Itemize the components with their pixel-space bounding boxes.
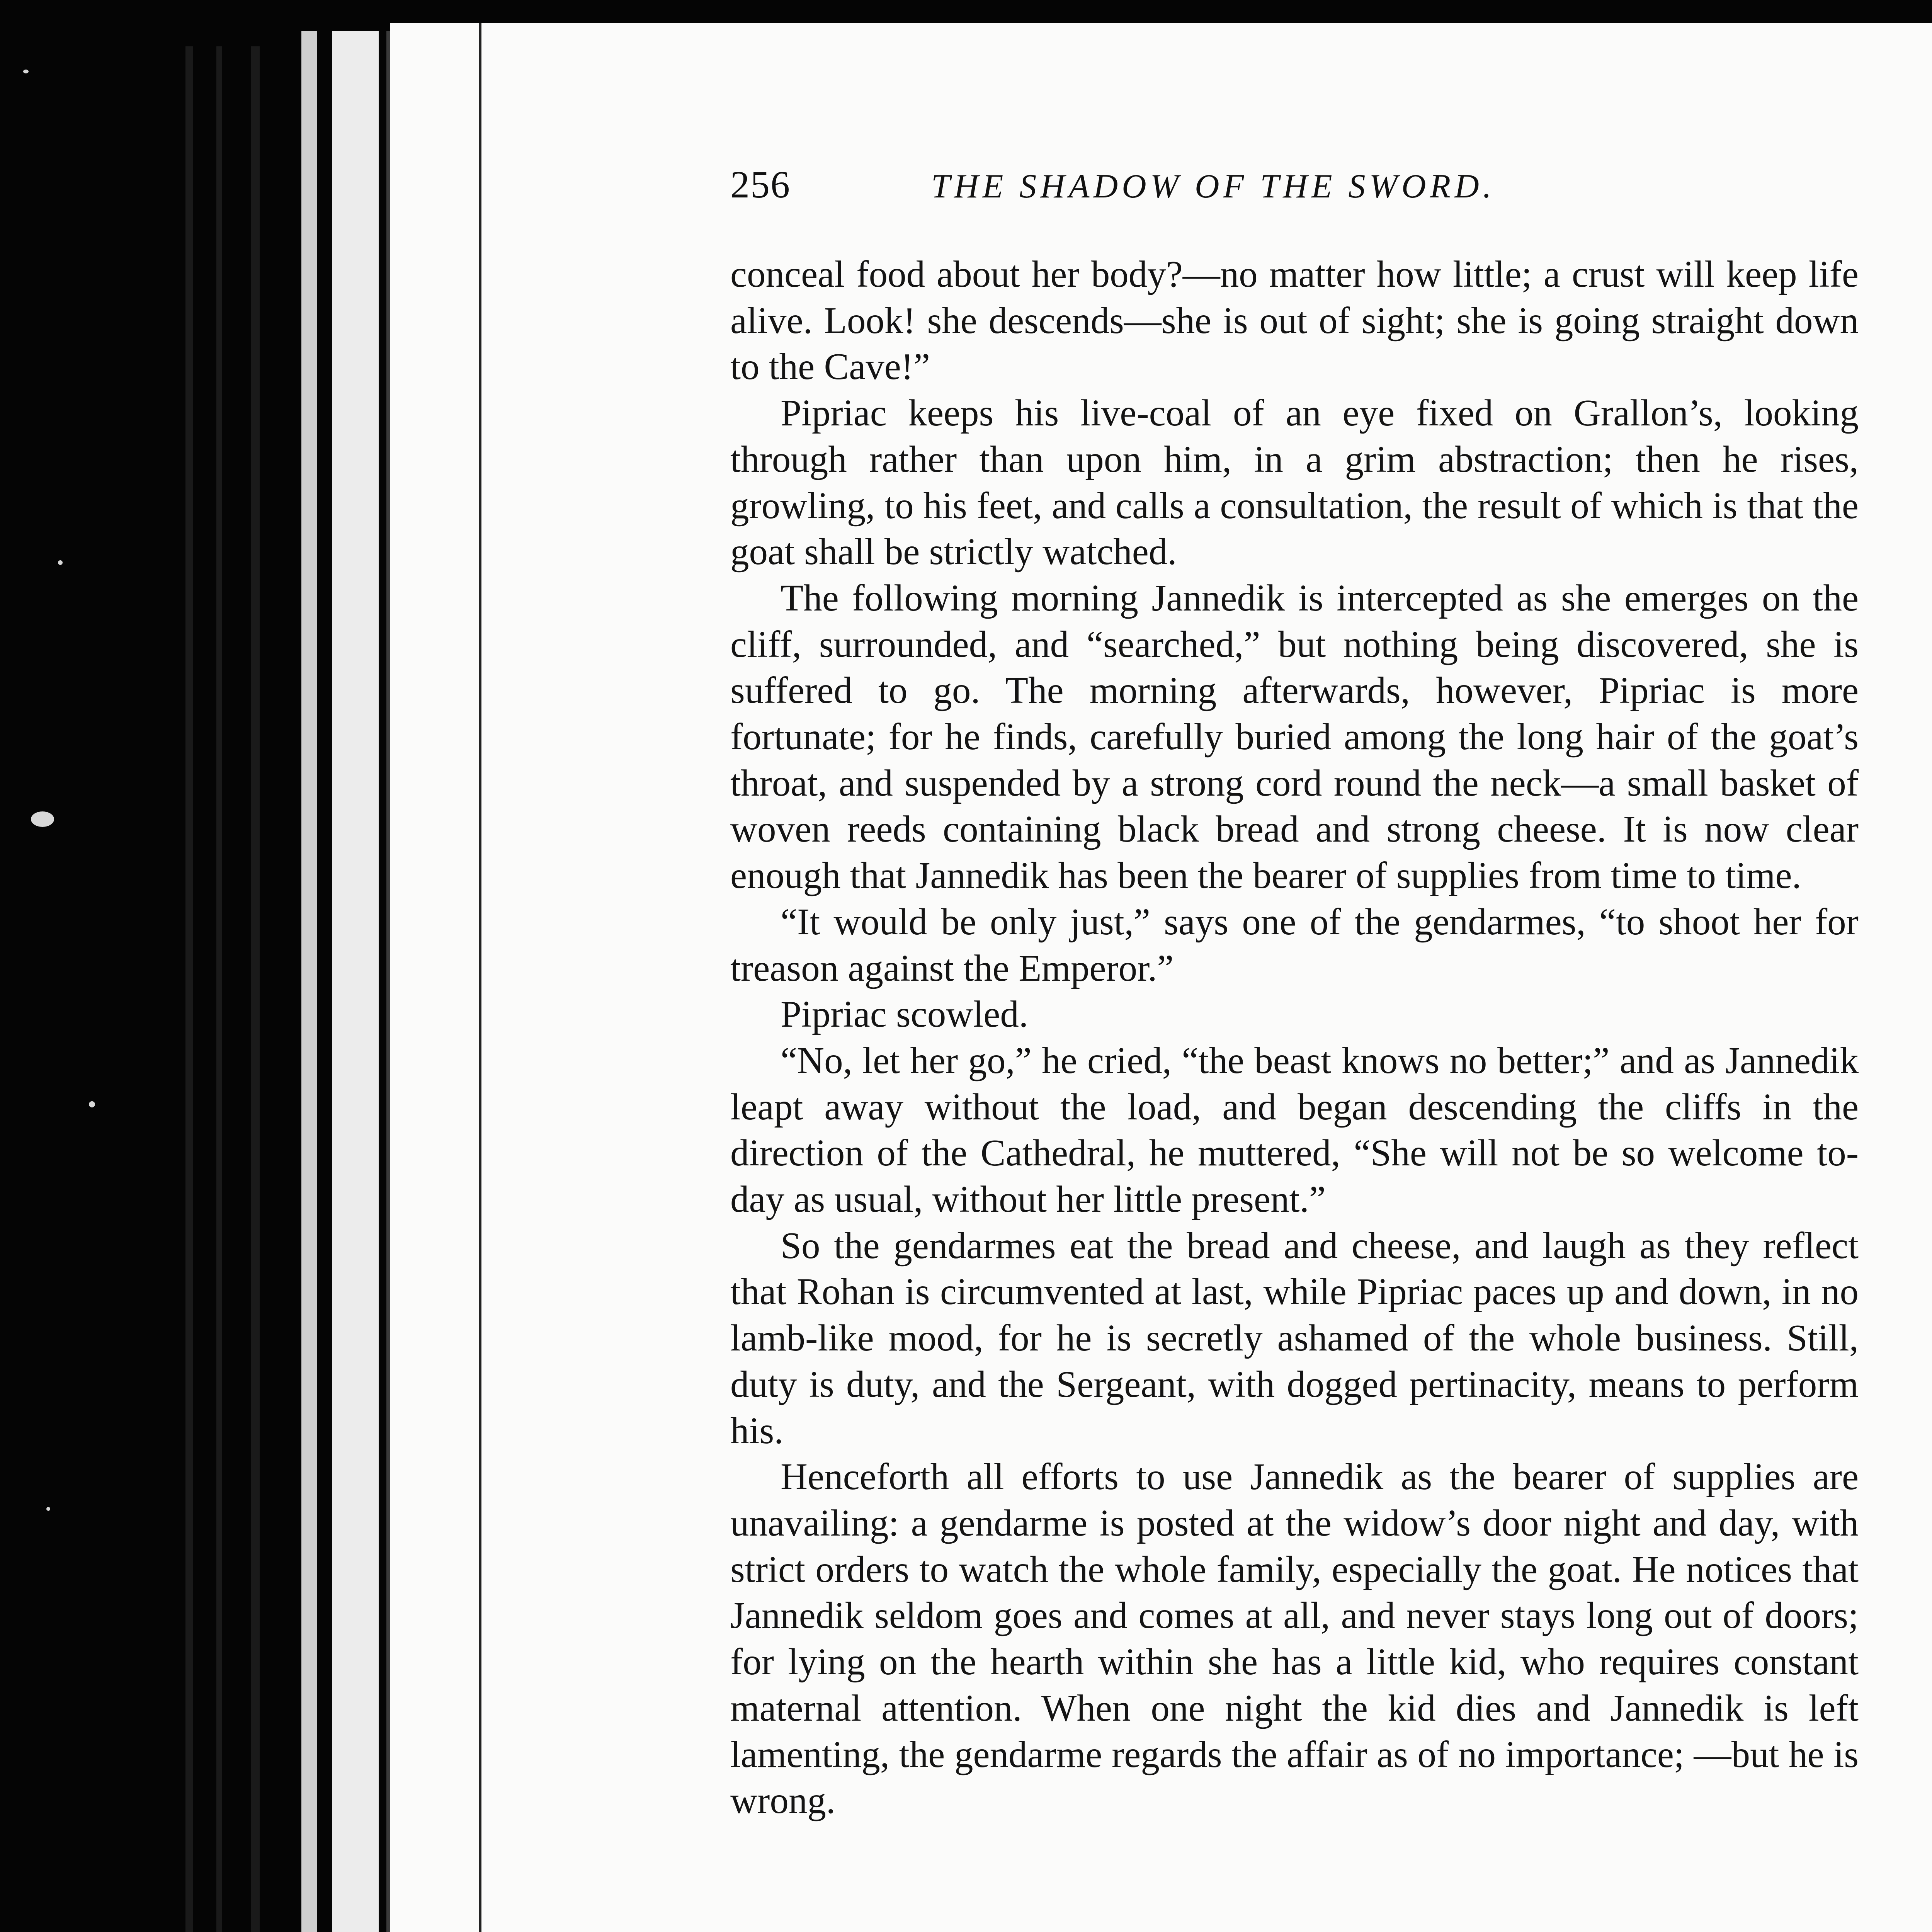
dust-speck bbox=[23, 70, 29, 73]
paragraph: conceal food about her body?—no matter how little; a crust will keep life alive. Look! she descends—she is out of sight; she is going straight down to the Cave!” bbox=[730, 253, 1859, 388]
dust-speck bbox=[89, 1101, 95, 1107]
paragraph: Henceforth all efforts to use Jannedik as the bearer of supplies are unavailing: a gendarme is posted at the widow’s door night and day, with strict orders to watch the whole family, especially the goat. He notices that Jannedik seldom goes and comes at all, and never stays long out of doors; for lying on the hearth within she has a little kid, who requires constant maternal attention. When one night the kid dies and Jannedik is left lamenting, the gendarme regards the affair as of no importance; —but he is wrong. bbox=[730, 1456, 1859, 1821]
paragraph: Pipriac keeps his live-coal of an eye fixed on Grallon’s, looking through rather than upon him, in a grim abstraction; then he rises, growling, to his feet, and calls a consultation, the result of which is that the goat shall be strictly watched. bbox=[730, 392, 1859, 573]
page-stack-edge bbox=[301, 31, 317, 1932]
spine-edge bbox=[185, 46, 193, 1932]
spine-edge bbox=[216, 46, 222, 1932]
running-title: THE SHADOW OF THE SWORD. bbox=[931, 168, 1495, 205]
paragraph: “It would be only just,” says one of the gendarmes, “to shoot her for treason against the Emperor.” bbox=[730, 901, 1859, 989]
body-text bbox=[730, 251, 1859, 1824]
running-header bbox=[730, 162, 1646, 216]
dust-speck bbox=[46, 1507, 50, 1511]
page-border-line bbox=[479, 23, 481, 1932]
page-number: 256 bbox=[730, 163, 791, 206]
spine-edge bbox=[251, 46, 260, 1932]
page-stack-edge bbox=[332, 31, 379, 1932]
paragraph: Pipriac scowled. bbox=[781, 993, 1029, 1035]
dust-speck bbox=[58, 560, 63, 565]
paragraph: The following morning Jannedik is intercepted as she emerges on the cliff, surrounded, and “searched,” but nothing being discovered, she is suffered to go. The morning afterwards, however, Pipriac is more fortunate; for he finds, carefully buried among the long hair of the goat’s throat, and suspended by a strong cord round the neck—a small basket of woven reeds containing black bread and strong cheese. It is now clear enough that Jannedik has been the bearer of supplies from time to time. bbox=[730, 577, 1859, 896]
paragraph: “No, let her go,” he cried, “the beast knows no better;” and as Jannedik leapt away without the load, and began descending the cliffs in the direction of the Cathedral, he muttered, “She will not be so welcome to-day as usual, without her little present.” bbox=[730, 1039, 1859, 1220]
paragraph: So the gendarmes eat the bread and cheese, and laugh as they reflect that Rohan is circumvented at last, while Pipriac paces up and down, in no lamb-like mood, for he is secretly ashamed of the whole business. Still, duty is duty, and the Sergeant, with dogged pertinacity, means to perform his. bbox=[730, 1225, 1859, 1451]
dust-speck bbox=[31, 811, 54, 827]
